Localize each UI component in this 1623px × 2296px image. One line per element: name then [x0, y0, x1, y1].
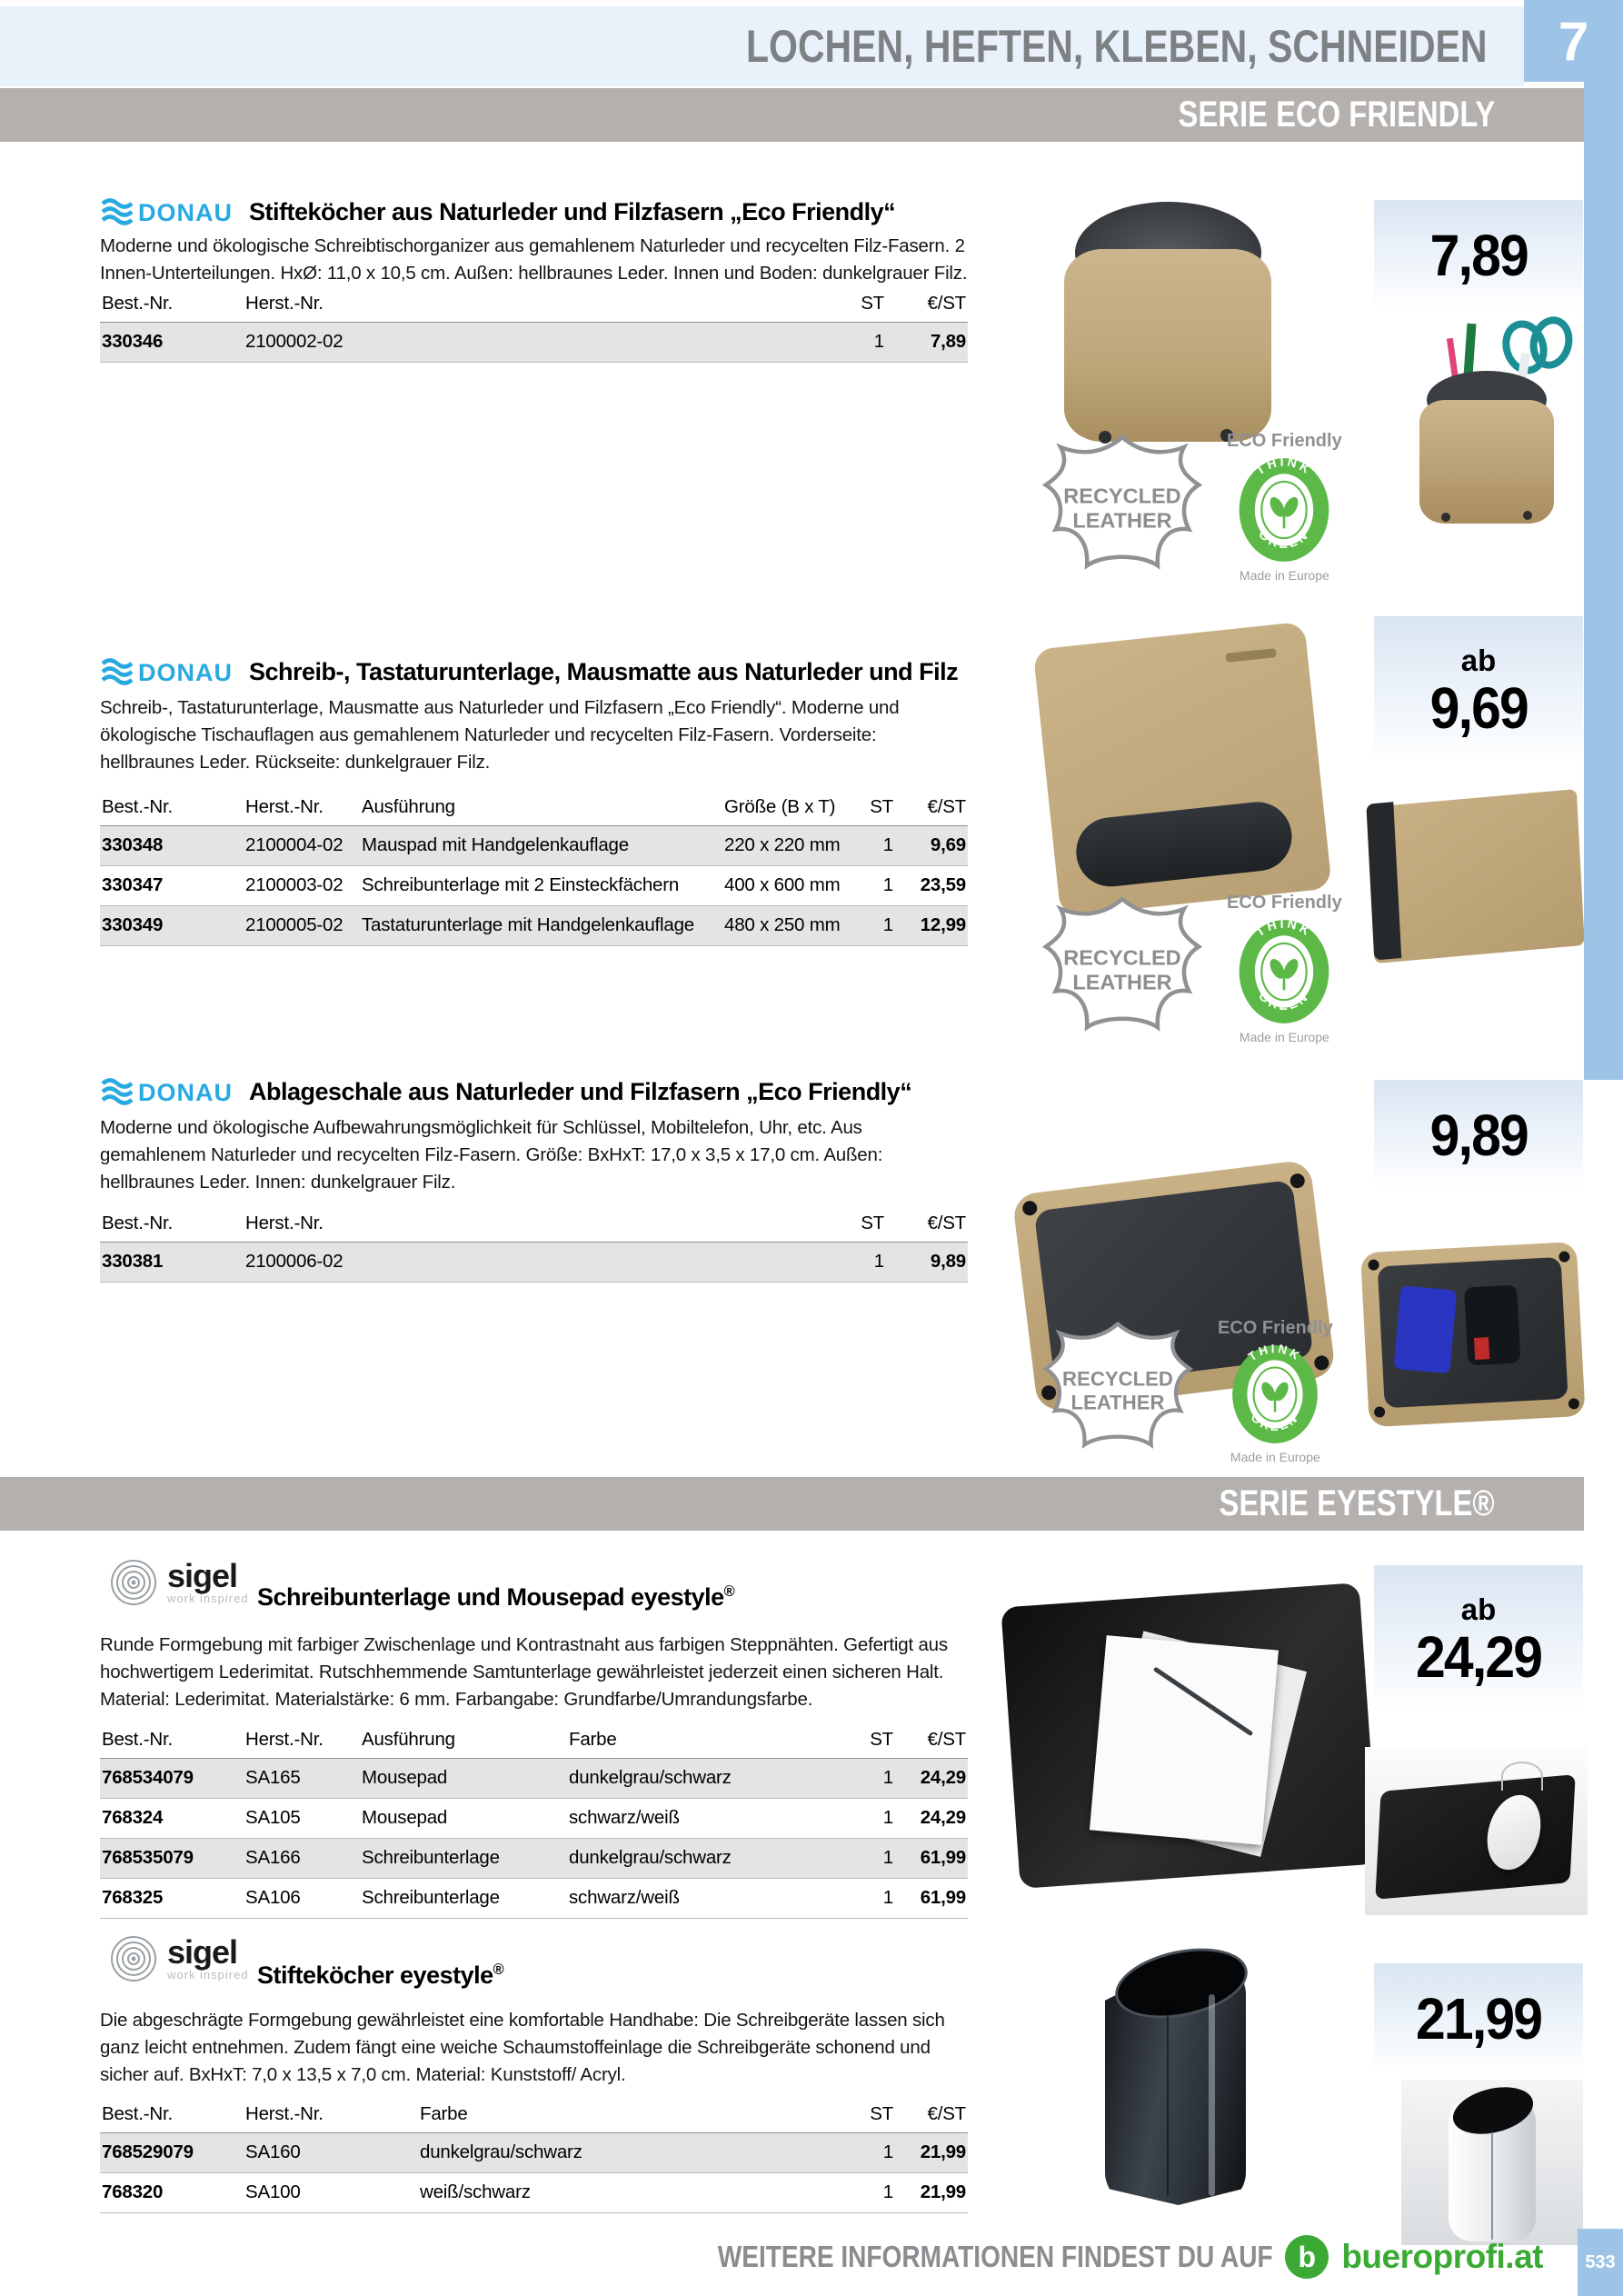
table-cell: Herst.-Nr. [244, 793, 360, 826]
table-cell: 330346 [102, 331, 164, 352]
table-cell: 12,99 [920, 914, 966, 935]
recycled-leather-badge-icon [1036, 429, 1209, 585]
table-cell: SA166 [245, 1847, 301, 1868]
registered-mark: ® [723, 1583, 735, 1600]
table-cell: 2100003-02 [245, 874, 344, 895]
banner-label: SERIE EYESTYLE® [1219, 1483, 1495, 1523]
table-cell: schwarz/weiß [569, 1887, 680, 1908]
table-cell: 9,69 [930, 834, 966, 855]
table-cell: 330381 [102, 1251, 164, 1272]
table-row [100, 1759, 968, 1799]
price-value: 21,99 [1415, 1986, 1542, 2051]
table-cell: weiß/schwarz [420, 2181, 531, 2202]
table-cell: 768534079 [102, 1767, 194, 1788]
price-box [1374, 1963, 1583, 2074]
sigel-tagline: work inspired [167, 1591, 249, 1605]
recycled-label-line2: LEATHER [1072, 508, 1172, 533]
table-cell: Herst.-Nr. [244, 2100, 418, 2133]
recycled-label-line2: LEATHER [1072, 970, 1172, 994]
product-description: Moderne und ökologische Aufbewahrungsmöglichkeit für Schlüssel, Mobiltelefon, Uhr, etc. Aus gemahlenem Naturleder und recycelten Filz-Fasern. Größe: BxHxT: 17,0 x 3,5 x 17,0 cm. Außen: hellbraunes Leder. Innen: dunkelgrauer Filz. [100, 1117, 883, 1193]
product-brand-row [100, 196, 895, 227]
table-cell: Best.-Nr. [100, 1725, 244, 1759]
table-cell: 330348 [102, 834, 164, 855]
product-table [100, 2100, 968, 2213]
table-cell: 1 [882, 2141, 893, 2162]
table-cell: ST [813, 2100, 895, 2133]
pen-cup-white-photo [1401, 2080, 1583, 2245]
table-cell: 768324 [102, 1807, 164, 1828]
table-row [100, 793, 968, 826]
price-prefix: ab [1460, 644, 1497, 677]
donau-logo-icon [100, 196, 236, 227]
sigel-logo [107, 1932, 249, 1985]
table-cell: SA106 [245, 1887, 301, 1908]
registered-mark: ® [493, 1962, 504, 1978]
table-cell: Schreibunterlage mit 2 Einsteckfächern [362, 874, 680, 895]
table-cell: 768529079 [102, 2141, 194, 2162]
table-row [100, 2173, 968, 2213]
table-body [100, 1243, 968, 1283]
product-description: Die abgeschrägte Formgebung gewährleistet eine komfortable Handhabe: Die Schreibgeräte lassen sich ganz leicht entnehmen. Zudem fängt eine weiche Schaumstoffeinlage die Schreibgeräte schonend und sicher auf. BxHxT: 7,0 x 13,5 x 7,0 cm. Material: Kunststoff/ Acryl. [100, 2010, 945, 2085]
product-title: Stifteköcher aus Naturleder und Filzfasern „Eco Friendly“ [249, 197, 896, 225]
chapter-side-strip [1584, 82, 1623, 1080]
donau-logo-icon [100, 656, 236, 687]
table-cell: 1 [882, 874, 893, 895]
table-cell: 768535079 [102, 1847, 194, 1868]
product-table [100, 1725, 968, 1919]
price-box [1374, 200, 1583, 311]
pen-holder-photo [1059, 202, 1286, 461]
table-cell: dunkelgrau/schwarz [420, 2141, 582, 2162]
made-in-europe-label: Made in Europe [1239, 568, 1329, 583]
table-cell: Herst.-Nr. [244, 289, 759, 323]
keyboard-pad-photo [1366, 793, 1588, 972]
table-cell: 21,99 [920, 2141, 966, 2162]
table-cell: dunkelgrau/schwarz [569, 1767, 732, 1788]
table-cell: 220 x 220 mm [724, 834, 841, 855]
product-brand-row [100, 1076, 911, 1107]
table-cell: Best.-Nr. [100, 289, 244, 323]
table-row [100, 826, 968, 866]
table-body [100, 323, 968, 363]
think-green-bottom-label: GREEN [1249, 1410, 1302, 1433]
donau-wordmark: DONAU [138, 199, 233, 226]
product-description: Moderne und ökologische Schreibtischorganizer aus gemahlenem Naturleder und recycelten Filz-Fasern. 2 Innen-Unterteilungen. HxØ: 11,0 x 10,5 cm. Außen: hellbraunes Leder. Innen und Boden: dunkelgrauer Filz. [100, 235, 968, 284]
table-cell: SA100 [245, 2181, 301, 2202]
price-box [1374, 616, 1583, 764]
table-cell: 1 [882, 1807, 893, 1828]
tray-with-items-photo [1360, 1242, 1588, 1434]
table-row [100, 323, 968, 363]
table-cell: €/ST [895, 2100, 968, 2133]
eco-badges [1036, 891, 1342, 1047]
table-cell: 768325 [102, 1887, 164, 1908]
table-cell: 1 [882, 1887, 893, 1908]
think-green-top-label: THINK [1253, 456, 1316, 478]
think-green-top-label: THINK [1253, 918, 1316, 940]
price-prefix: ab [1460, 1592, 1497, 1626]
table-cell: 7,89 [930, 331, 966, 352]
header-band [0, 6, 1524, 86]
product-title-text: Schreibunterlage und Mousepad eyestyle [257, 1583, 724, 1611]
table-row [100, 2100, 968, 2133]
recycled-label-line1: RECYCLED [1063, 484, 1181, 508]
price-value: 7,89 [1429, 223, 1528, 288]
table-row [100, 1243, 968, 1283]
table-cell: Schreibunterlage [362, 1847, 500, 1868]
banner-serie-eyestyle [0, 1477, 1584, 1531]
product-table [100, 289, 968, 363]
footer [0, 2229, 1543, 2285]
table-cell: Herst.-Nr. [244, 1209, 759, 1243]
table-cell: Größe (B x T) [722, 793, 841, 826]
sigel-tagline: work inspired [167, 1967, 249, 1982]
table-cell: 2100006-02 [245, 1251, 344, 1272]
eco-friendly-label: ECO Friendly [1227, 431, 1342, 451]
table-row [100, 906, 968, 946]
table-cell: SA105 [245, 1807, 301, 1828]
table-cell: 9,89 [930, 1251, 966, 1272]
table-cell: €/ST [886, 1209, 968, 1243]
chapter-number-tab: 7 [1524, 0, 1623, 82]
product-title [257, 1583, 734, 1612]
table-cell: 2100005-02 [245, 914, 344, 935]
eco-friendly-label: ECO Friendly [1218, 1318, 1333, 1338]
table-cell: 1 [882, 2181, 893, 2202]
eco-friendly-label: ECO Friendly [1227, 893, 1342, 913]
table-cell: ST [759, 289, 886, 323]
think-green-bottom-label: GREEN [1256, 988, 1313, 1013]
table-cell: ST [759, 1209, 886, 1243]
table-cell: Best.-Nr. [100, 793, 244, 826]
recycled-label-line2: LEATHER [1070, 1391, 1165, 1414]
table-body [100, 1759, 968, 1919]
table-header [100, 793, 968, 826]
table-cell: 2100002-02 [245, 331, 344, 352]
made-in-europe-label: Made in Europe [1230, 1450, 1320, 1464]
product-title: Ablageschale aus Naturleder und Filzfasern „Eco Friendly“ [249, 1077, 912, 1105]
table-cell: ST [831, 1725, 895, 1759]
table-cell: Best.-Nr. [100, 1209, 244, 1243]
footer-text: WEITERE INFORMATIONEN FINDEST DU AUF [717, 2240, 1273, 2273]
table-cell: 1 [882, 1847, 893, 1868]
recycled-label-line1: RECYCLED [1063, 945, 1181, 970]
table-row [100, 1209, 968, 1243]
table-cell: €/ST [895, 793, 968, 826]
think-green-badge-icon [1228, 1343, 1322, 1445]
product-brand-row [100, 656, 958, 687]
table-header [100, 1725, 968, 1759]
table-cell: 2100004-02 [245, 834, 344, 855]
table-cell: Farbe [567, 1725, 831, 1759]
product-title [257, 1962, 503, 1990]
pen-cup-photo [1070, 1936, 1284, 2218]
table-cell: ST [841, 793, 895, 826]
table-header [100, 2100, 968, 2133]
sigel-logo [107, 1556, 249, 1609]
table-cell: dunkelgrau/schwarz [569, 1847, 732, 1868]
table-cell: 330347 [102, 874, 164, 895]
table-cell: 1 [882, 914, 893, 935]
table-row [100, 866, 968, 906]
sigel-spiral-icon [107, 1556, 160, 1609]
table-cell: SA165 [245, 1767, 301, 1788]
table-cell: Best.-Nr. [100, 2100, 244, 2133]
page-number: 533 [1578, 2229, 1623, 2296]
table-cell: Ausführung [360, 793, 722, 826]
table-cell: Mousepad [362, 1807, 448, 1828]
table-row [100, 1799, 968, 1839]
think-green-bottom-label: GREEN [1256, 526, 1313, 551]
donau-logo-icon [100, 1076, 236, 1107]
bueroprofi-logo-icon: b [1285, 2235, 1329, 2279]
table-cell: Schreibunterlage [362, 1887, 500, 1908]
think-green-top-label: THINK [1246, 1343, 1305, 1364]
table-cell: €/ST [895, 1725, 968, 1759]
sigel-spiral-icon [107, 1932, 160, 1985]
table-header [100, 289, 968, 323]
recycled-leather-badge-icon [1036, 891, 1209, 1047]
product-description: Runde Formgebung mit farbiger Zwischenlage und Kontrastnaht aus farbigen Steppnähten. Gefertigt aus hochwertigem Lederimitat. Rutschhemmende Samtunterlage gewährleistet jederzeit einen sicheren Halt. Material: Lederimitat. Materialstärke: 6 mm. Farbangabe: Grundfarbe/Umrandungsfarbe. [100, 1634, 948, 1710]
product-description: Schreib-, Tastaturunterlage, Mausmatte aus Naturleder und Filzfasern „Eco Friendly“. Moderne und ökologische Tischauflagen aus gemahlenem Naturleder und recycelten Filz-Fasern. Vorderseite: hellbraunes Leder. Rückseite: dunkelgrauer Filz. [100, 697, 900, 773]
pen-holder-in-use-photo [1401, 320, 1583, 534]
footer-site-link: bueroprofi.at [1341, 2238, 1543, 2275]
table-row [100, 1839, 968, 1879]
table-cell: Mauspad mit Handgelenkauflage [362, 834, 629, 855]
table-row [100, 1725, 968, 1759]
think-green-badge-icon [1235, 918, 1333, 1025]
sigel-wordmark: sigel [167, 1556, 238, 1594]
product-table [100, 1209, 968, 1283]
table-cell: Farbe [418, 2100, 813, 2133]
recycled-label-line1: RECYCLED [1062, 1367, 1173, 1391]
table-cell: Herst.-Nr. [244, 1725, 360, 1759]
price-box [1374, 1565, 1583, 1712]
donau-wordmark: DONAU [138, 1079, 233, 1106]
price-box [1374, 1080, 1583, 1191]
mousepad-wrist-rest-photo [1033, 621, 1343, 931]
table-header [100, 1209, 968, 1243]
product-table [100, 793, 968, 946]
table-cell: 1 [882, 1767, 893, 1788]
table-cell: Tastaturunterlage mit Handgelenkauflage [362, 914, 694, 935]
table-cell: Ausführung [360, 1725, 567, 1759]
think-green-badge-icon [1235, 456, 1333, 564]
table-cell: SA160 [245, 2141, 301, 2162]
table-cell: 480 x 250 mm [724, 914, 841, 935]
price-value: 9,69 [1429, 675, 1528, 741]
table-cell: 24,29 [920, 1807, 966, 1828]
table-cell: 24,29 [920, 1767, 966, 1788]
table-cell: 330349 [102, 914, 164, 935]
table-body [100, 2133, 968, 2213]
sigel-wordmark: sigel [167, 1932, 238, 1971]
eco-badges [1036, 429, 1342, 585]
table-cell: schwarz/weiß [569, 1807, 680, 1828]
price-value: 9,89 [1429, 1103, 1528, 1168]
table-cell: 1 [873, 331, 884, 352]
table-cell: Mousepad [362, 1767, 448, 1788]
table-cell: 768320 [102, 2181, 164, 2202]
product-title: Schreib-, Tastaturunterlage, Mausmatte aus Naturleder und Filz [249, 657, 959, 685]
page-title: LOCHEN, HEFTEN, KLEBEN, SCHNEIDEN [746, 21, 1488, 72]
table-cell: 21,99 [920, 2181, 966, 2202]
table-cell: 23,59 [920, 874, 966, 895]
mousepad-with-mouse-photo [1365, 1747, 1588, 1915]
table-row [100, 2133, 968, 2173]
table-body [100, 826, 968, 946]
price-value: 24,29 [1415, 1624, 1542, 1690]
table-cell: €/ST [886, 289, 968, 323]
table-cell: 1 [882, 834, 893, 855]
table-cell: 61,99 [920, 1847, 966, 1868]
product-title-text: Stifteköcher eyestyle [257, 1962, 493, 1989]
donau-wordmark: DONAU [138, 659, 233, 686]
made-in-europe-label: Made in Europe [1239, 1030, 1329, 1044]
table-cell: 1 [873, 1251, 884, 1272]
table-row [100, 289, 968, 323]
recycled-leather-badge-icon [1036, 1316, 1200, 1463]
desk-pad-photo [1000, 1571, 1393, 1910]
banner-serie-eco-friendly [0, 88, 1584, 142]
eco-badges [1036, 1316, 1333, 1464]
table-cell: 400 x 600 mm [724, 874, 841, 895]
table-row [100, 1879, 968, 1919]
table-cell: 61,99 [920, 1887, 966, 1908]
banner-label: SERIE ECO FRIENDLY [1178, 95, 1495, 135]
